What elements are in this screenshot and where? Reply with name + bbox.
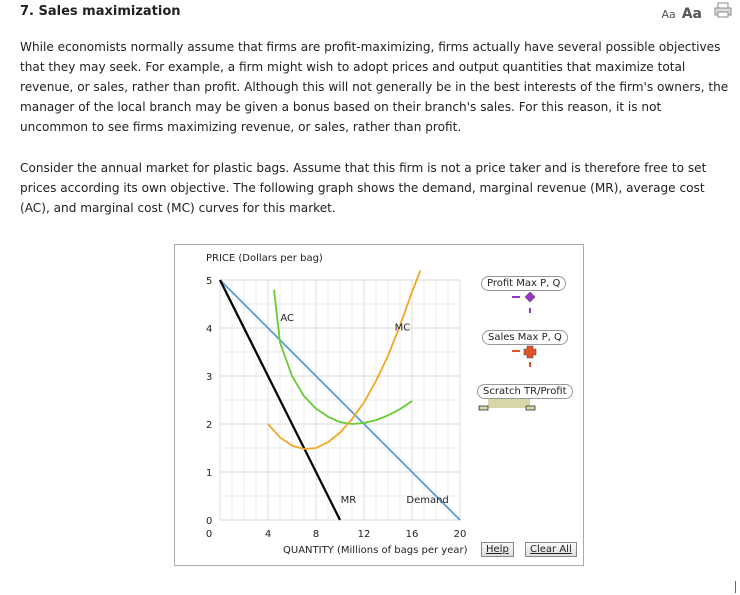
printer-icon[interactable] [714,2,732,18]
text-cursor [735,581,736,593]
text-size-controls [661,6,702,22]
profit-max-tool-marker[interactable] [512,292,535,313]
x-tick-label: 8 [312,529,320,540]
x-tick-label: 20 [453,529,467,540]
x-tick-label: 4 [264,529,272,540]
page-title: 7. Sales maximization [20,4,181,19]
clear-all-button-label: Clear All [530,544,572,555]
mr-curve-label: MR [340,495,357,507]
ac-curve-label: AC [280,312,295,324]
x-tick-label: 0 [205,529,213,540]
profit-max-tool[interactable]: Profit Max P, Q [481,276,566,291]
x-tick-label: 16 [405,529,419,540]
clear-all-button[interactable] [525,542,577,557]
y-tick-label: 2 [206,420,213,431]
y-axis-label: PRICE (Dollars per bag) [206,253,323,264]
y-tick-label: 3 [206,372,213,383]
sales-max-tool-marker[interactable] [512,346,536,367]
x-tick-label: 12 [357,529,371,540]
graph-panel [174,244,584,566]
intro-paragraph: While economists normally assume that firms are profit-maximizing, firms actually have several possible objectives that they may seek. For example, a firm might wish to adopt prices and output quantities that maximize total revenue, or sales, rather than profit. Although this will not generally be in the best interests of the firm's owners, the manager of the local branch may be given a bonus based on their branch's sales. For this reason, it is not uncommon to see firms maximizing revenue, or sales, rather than profit. [20,40,729,134]
diamond-icon [525,292,535,302]
font-large-button[interactable]: Aa [681,6,702,22]
help-button-label: Help [486,544,509,555]
sales-max-tool[interactable]: Sales Max P, Q [482,330,568,345]
y-tick-label: 5 [206,276,213,287]
font-small-button[interactable]: Aa [661,8,676,21]
scratch-tool[interactable]: Scratch TR/Profit [477,384,573,399]
demand-curve-label: Demand [406,495,449,507]
x-axis-label: QUANTITY (Millions of bags per year) [283,545,468,556]
mc-curve-label: MC [394,322,411,334]
question-paragraph: Consider the annual market for plastic bags. Assume that this firm is not a price taker and is therefore free to set prices according its own objective. The following graph shows the demand, marginal revenue (MR), average cost (AC), and marginal cost (MC) curves for this market. [20,161,707,215]
economics-chart[interactable] [175,245,583,565]
y-tick-label: 0 [206,516,213,527]
cross-icon [524,346,536,358]
y-tick-label: 1 [206,468,213,479]
help-button[interactable] [481,542,514,557]
scratch-tool-marker[interactable] [479,399,535,410]
y-tick-label: 4 [206,324,213,335]
